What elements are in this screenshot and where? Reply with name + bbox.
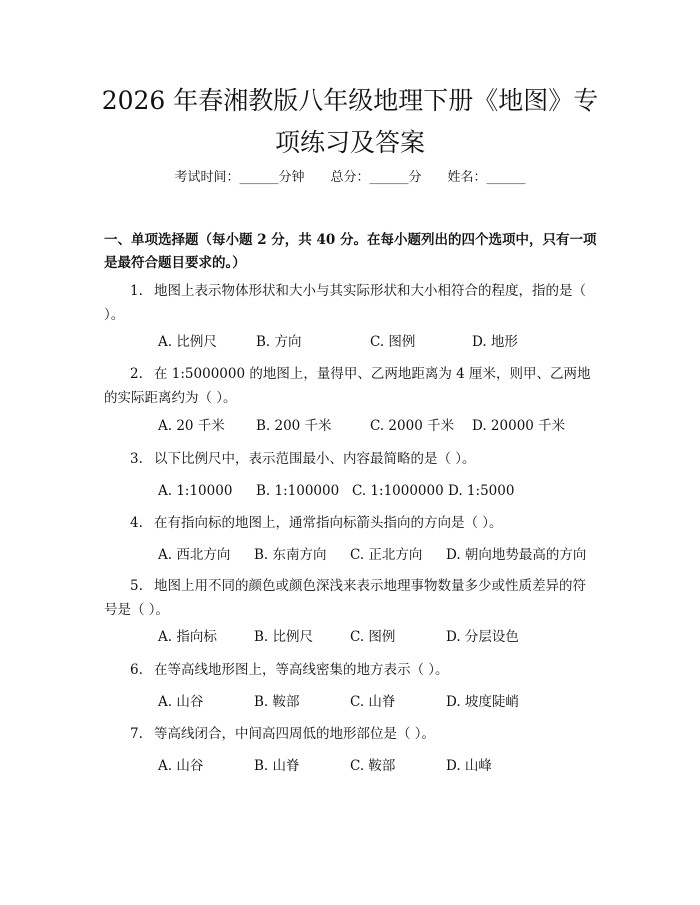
question-number: 6. — [130, 662, 143, 678]
option-c: C. 正北方向 — [350, 547, 423, 563]
question-text: 在 1:5000000 的地图上，量得甲、乙两地距离为 4 厘米，则甲、乙两地的实际距离约为（ ）。 — [104, 366, 591, 406]
option-d: D. 坡度陡峭 — [446, 694, 519, 710]
title-line-1: 2026 年春湘教版八年级地理下册《地图》专 — [101, 86, 599, 115]
student-name: 姓名：______ — [447, 170, 526, 185]
option-a: A. 1:10000 — [158, 483, 233, 499]
option-a: A. 指向标 — [158, 629, 217, 645]
document-title — [60, 80, 640, 164]
question-number: 5. — [130, 578, 143, 594]
question-1 — [104, 279, 598, 327]
option-b: B. 1:100000 — [256, 483, 340, 499]
option-c: C. 山脊 — [350, 694, 396, 710]
question-number: 7. — [130, 726, 143, 742]
question-4-options — [158, 545, 586, 565]
option-d: D. 地形 — [472, 334, 518, 350]
question-number: 2. — [130, 366, 143, 382]
option-d: D. 分层设色 — [446, 629, 519, 645]
question-6 — [104, 658, 598, 682]
option-b: B. 方向 — [256, 334, 302, 350]
question-5-options — [158, 627, 519, 647]
option-b: B. 山脊 — [254, 758, 300, 774]
option-c: C. 鞍部 — [350, 758, 396, 774]
section-heading: 一、单项选择题（每小题 2 分，共 40 分。在每小题列出的四个选项中，只有一项是最符合题目要求的。） — [104, 232, 597, 271]
question-3 — [104, 447, 598, 471]
option-d: D. 20000 千米 — [472, 418, 566, 434]
question-text: 以下比例尺中，表示范围最小、内容最简略的是（ ）。 — [154, 451, 476, 467]
title-line-2: 项练习及答案 — [274, 128, 425, 157]
option-a: A. 20 千米 — [158, 418, 225, 434]
option-a: A. 比例尺 — [158, 334, 217, 350]
option-c: C. 2000 千米 — [370, 418, 455, 434]
option-a: A. 西北方向 — [158, 547, 231, 563]
option-b: B. 200 千米 — [256, 418, 332, 434]
question-3-options — [158, 481, 514, 501]
question-2 — [104, 362, 598, 410]
exam-meta — [0, 168, 700, 188]
question-text: 在等高线地形图上，等高线密集的地方表示（ ）。 — [154, 662, 449, 678]
option-c: C. 1:1000000 — [352, 483, 444, 499]
option-b: B. 比例尺 — [254, 629, 314, 645]
exam-total-score: 总分：______分 — [330, 170, 422, 185]
question-number: 3. — [130, 451, 143, 467]
question-text: 在有指向标的地图上，通常指向标箭头指向的方向是（ ）。 — [154, 515, 503, 531]
option-a: A. 山谷 — [158, 758, 204, 774]
question-number: 4. — [130, 515, 143, 531]
option-b: B. 鞍部 — [254, 694, 300, 710]
option-c: C. 图例 — [350, 629, 396, 645]
exam-time: 考试时间：______分钟 — [174, 170, 305, 185]
option-b: B. 东南方向 — [254, 547, 327, 563]
question-2-options — [158, 416, 565, 436]
question-4 — [104, 511, 598, 535]
option-d: D. 1:5000 — [448, 483, 515, 499]
question-text: 等高线闭合，中间高四周低的地形部位是（ ）。 — [154, 726, 436, 742]
option-c: C. 图例 — [370, 334, 416, 350]
question-1-options — [158, 332, 518, 352]
question-6-options — [158, 692, 519, 712]
question-text: 地图上表示物体形状和大小与其实际形状和大小相符合的程度，指的是（ ）。 — [104, 283, 586, 323]
question-5 — [104, 574, 598, 622]
question-7-options — [158, 756, 492, 776]
question-7 — [104, 722, 598, 746]
option-a: A. 山谷 — [158, 694, 204, 710]
question-number: 1. — [130, 283, 143, 299]
question-text: 地图上用不同的颜色或颜色深浅来表示地理事物数量多少或性质差异的符号是（ ）。 — [104, 578, 586, 618]
option-d: D. 山峰 — [446, 758, 492, 774]
option-d: D. 朝向地势最高的方向 — [446, 547, 587, 563]
